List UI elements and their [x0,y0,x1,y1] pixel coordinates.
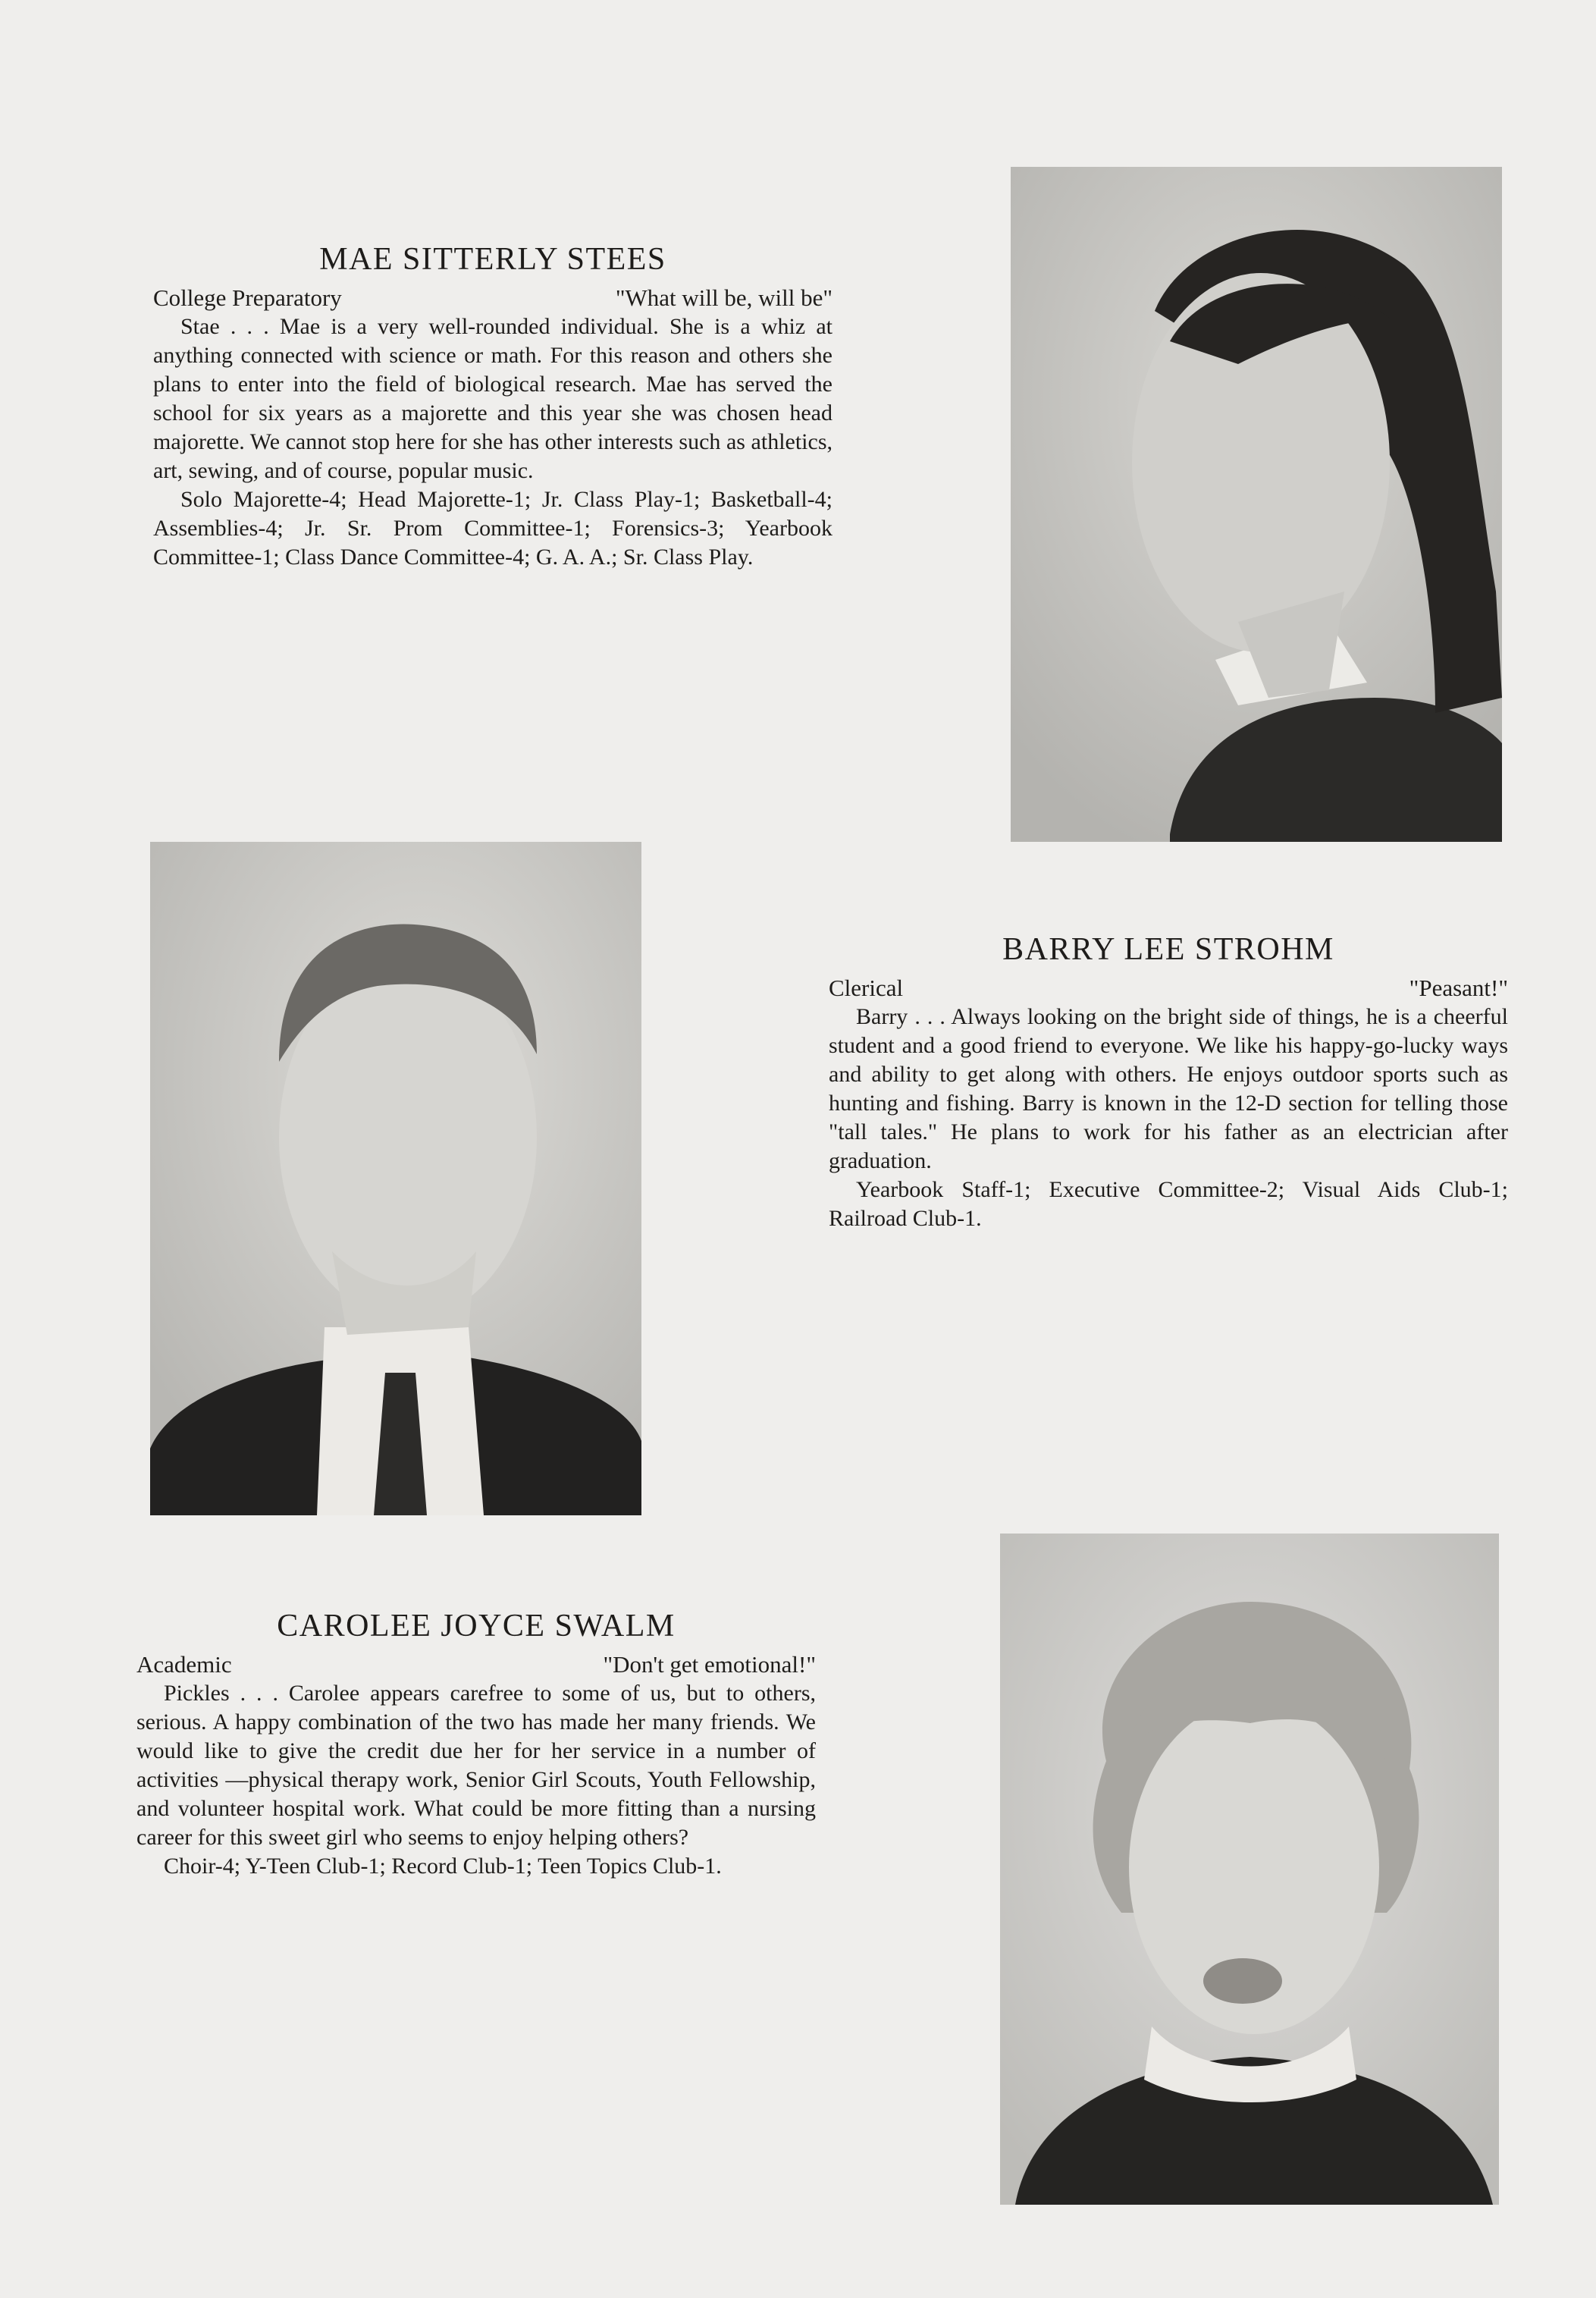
student-activities: Choir-4; Y-Teen Club-1; Record Club-1; Teen Topics Club-1. [164,1854,722,1879]
course-quote-row [153,284,832,312]
student-entry-stees [153,241,832,572]
senior-quote: "Peasant!" [1409,975,1508,1001]
course-quote-row [829,974,1508,1003]
senior-quote: "Don't get emotional!" [603,1651,816,1678]
student-activities: Yearbook Staff-1; Executive Committee-2; Visual Aids Club-1; Railroad Club-1. [829,1177,1508,1231]
student-entry-strohm [829,931,1508,1233]
portrait-photo-swalm [1000,1534,1499,2205]
student-name: BARRY LEE STROHM [1002,932,1334,967]
student-activities: Solo Majorette-4; Head Majorette-1; Jr. Class Play-1; Basketball-4; Assemblies-4; Jr. Sr. Prom Committee-1; Forensics-3; Yearbook Committee-1; Class Dance Committee-4; G. A. A.; Sr. Class Play. [153,487,832,570]
student-bio: Stae . . . Mae is a very well-rounded individual. She is a whiz at anything connected with science or math. For this reason and others she plans to enter into the field of biological research. Mae has served the school for six years as a majorette and this year she was chosen head majorette. We cannot stop here for she has other interests such as athletics, art, sewing, and of course, popular music. [153,314,832,483]
student-name: MAE SITTERLY STEES [319,242,666,277]
portrait-photo-strohm [150,842,641,1515]
student-entry-swalm [136,1608,816,1881]
student-bio: Pickles . . . Carolee appears carefree to some of us, but to others, serious. A happy combination of the two has made her many friends. We would like to give the credit due her for her service in a number of activities —physical therapy work, Senior Girl Scouts, Youth Fellowship, and volunteer hospital work. What could be more fitting than a nursing career for this sweet girl who seems to enjoy helping others? [136,1681,816,1850]
senior-quote: "What will be, will be" [615,284,832,311]
student-bio: Barry . . . Always looking on the bright side of things, he is a cheerful student and a good friend to everyone. We like his happy-go-lucky ways and ability to get along with others. He enjoys outdoor sports such as hunting and fishing. Barry is known in the 12-D section for telling those "tall tales." He plans to work for his father as an electrician after graduation. [829,1004,1508,1173]
course-label: Academic [136,1651,232,1678]
course-label: Clerical [829,975,904,1001]
course-label: College Preparatory [153,284,342,311]
course-quote-row [136,1650,816,1679]
portrait-photo-stees [1011,167,1502,842]
student-name: CAROLEE JOYCE SWALM [277,1609,676,1643]
